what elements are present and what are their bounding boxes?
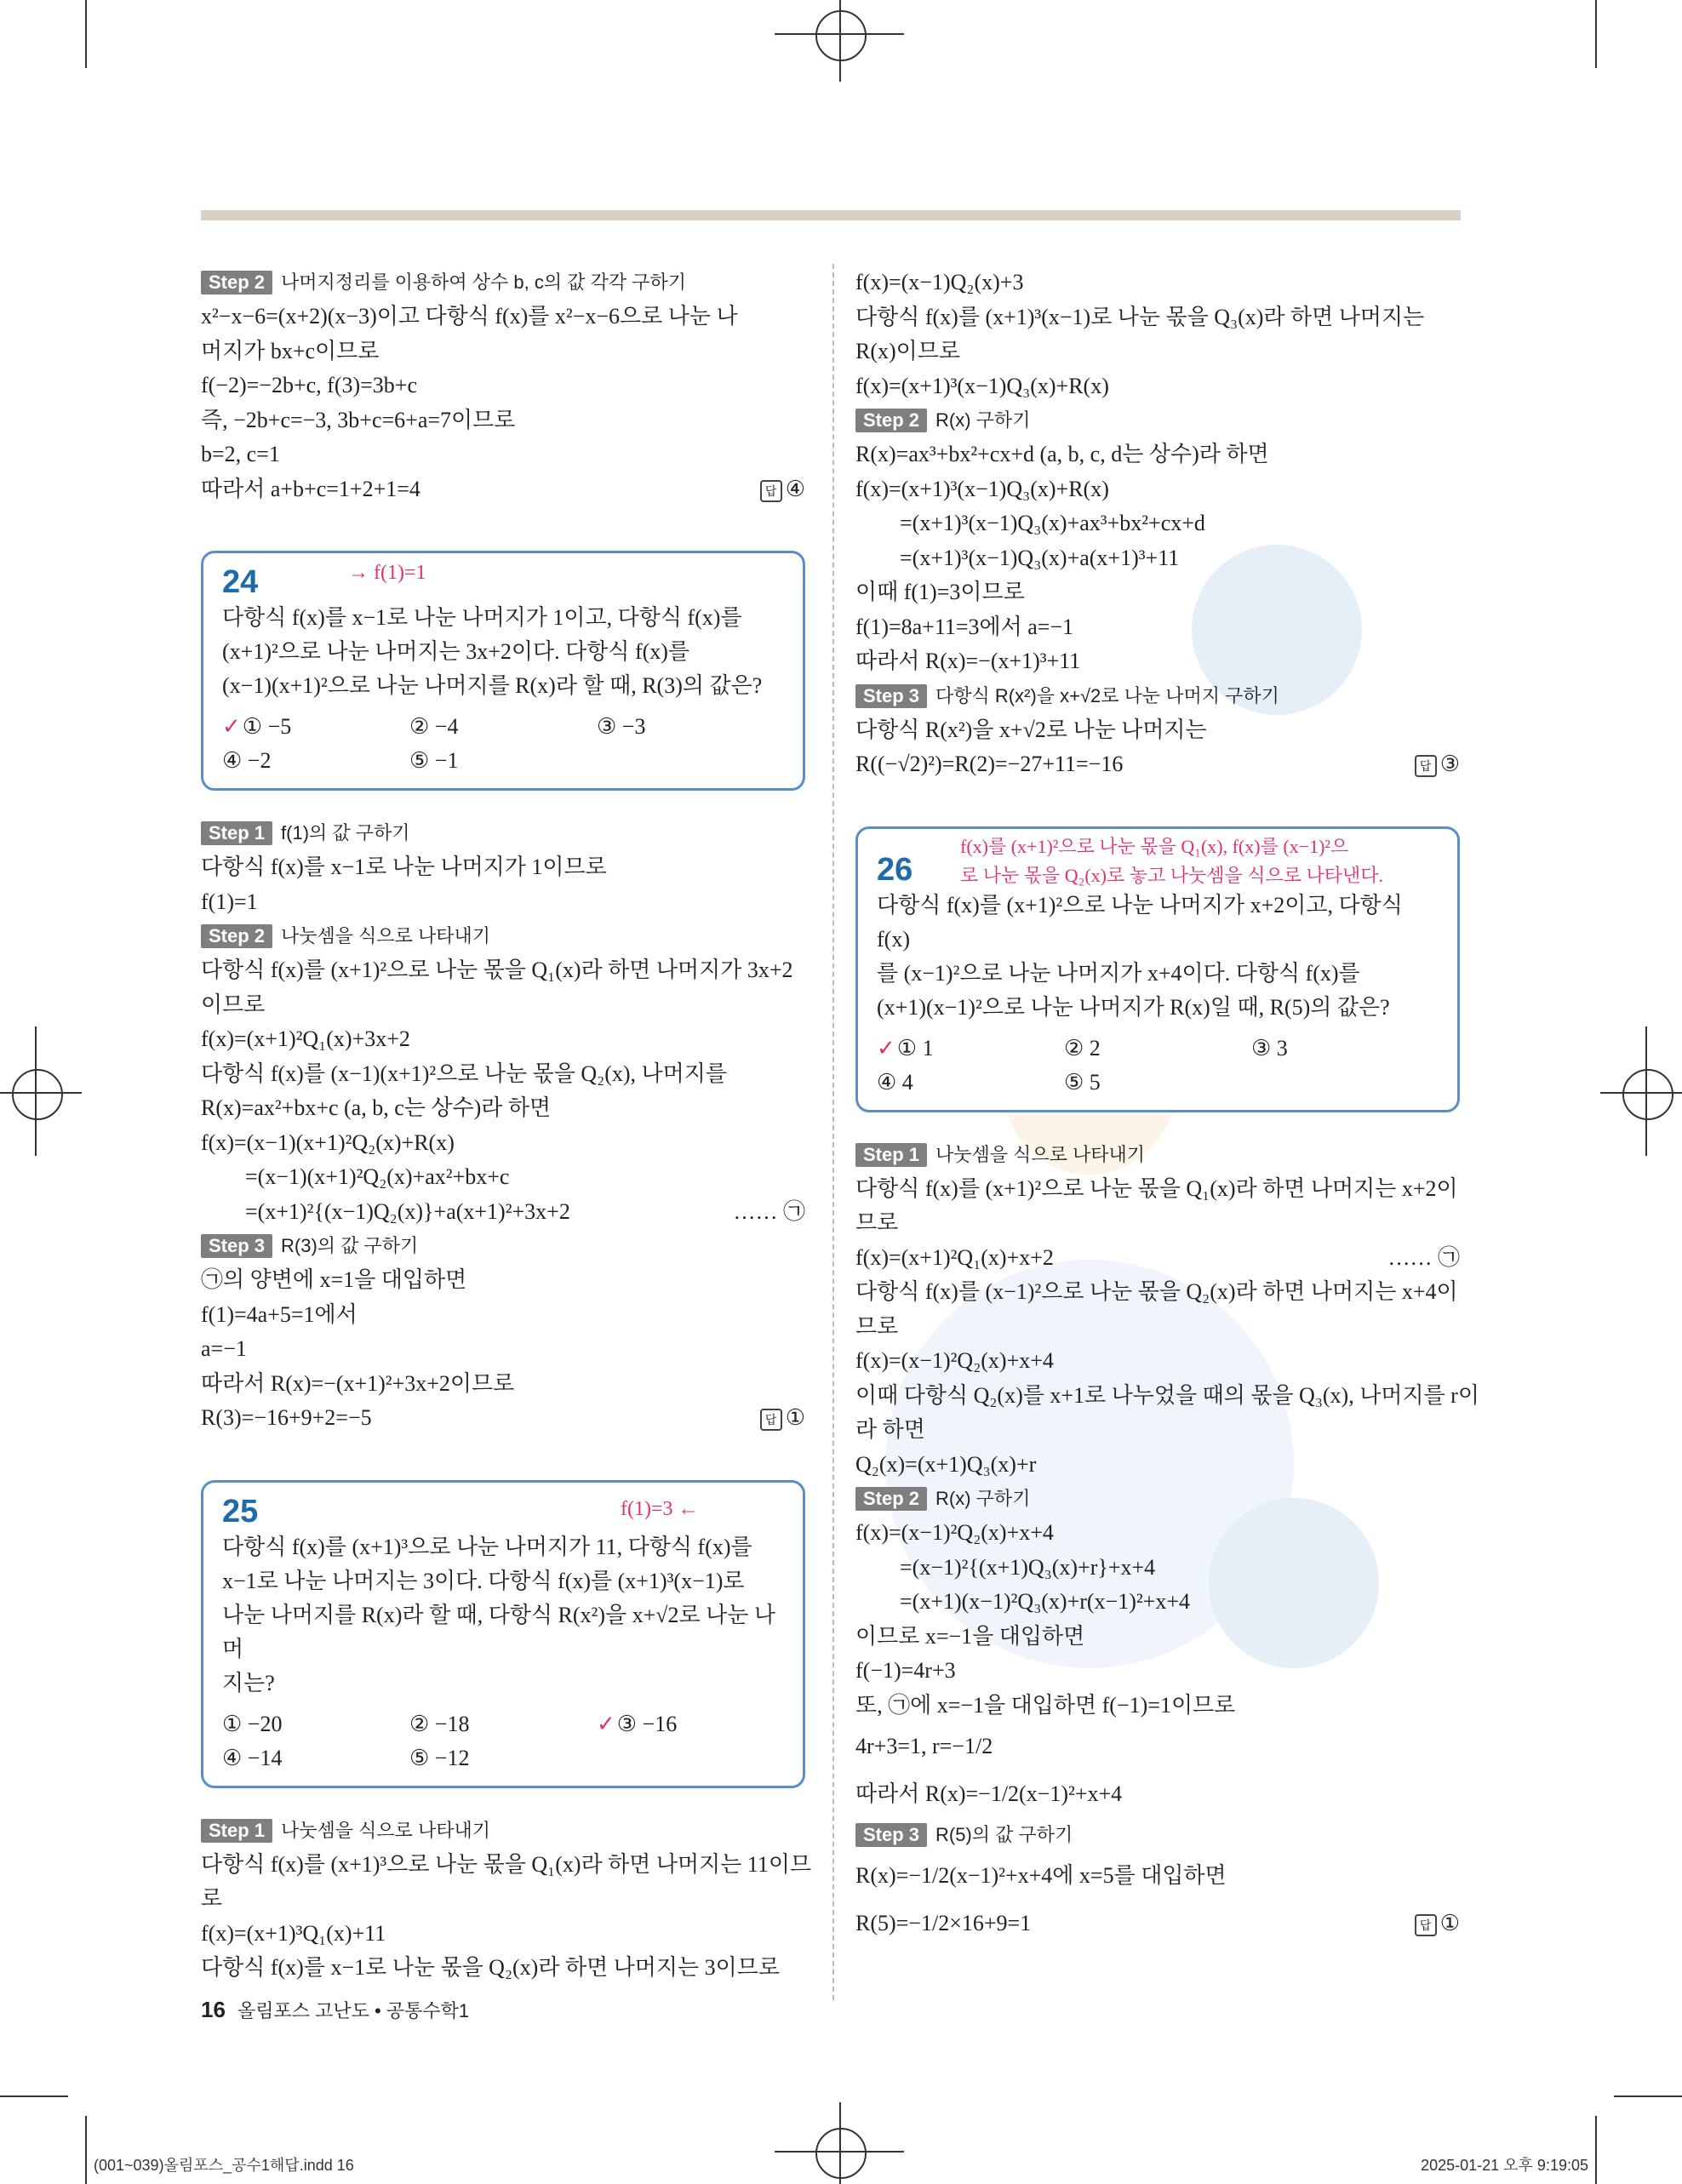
equation-tag: …… ㉠ [733,1198,805,1224]
line-text: 다항식 f(x)를 (x+1)²으로 나눈 몫을 Q₁(x)라 하면 나머지는 x+2이 [855,1175,1458,1201]
check-icon: ✓ [597,1711,615,1736]
line-text: 이므로 [201,992,266,1017]
choice-5[interactable] [1064,1066,1251,1100]
registration-line [35,1026,37,1156]
solution-line [201,1195,805,1230]
line-text: Q₂(x)=(x+1)Q₃(x)+r [855,1451,1037,1477]
solution-line [855,747,1460,782]
line-text: f(x)=(x+1)³(x−1)Q₃(x)+R(x) [855,373,1109,398]
step-heading [855,403,1460,437]
solution-line [855,334,1460,369]
answer-value: ① [1439,1911,1460,1935]
line-text: 라 하면 [855,1417,925,1442]
registration-mark [12,1069,63,1120]
line-text: =(x−1)²{(x+1)Q₃(x)+r}+x+4 [900,1554,1156,1580]
line-text: 다항식 f(x)를 (x−1)(x+1)²으로 나눈 몫을 Q₂(x), 나머지를 [201,1061,728,1086]
step-title: 다항식 R(x²)을 x+√2로 나눈 나머지 구하기 [935,684,1279,706]
choice-label: ④ −2 [222,748,272,773]
solution-line [855,1585,1460,1620]
line-text: f(1)=1 [201,889,258,914]
page-number: 16 [201,1997,226,2022]
registration-line [0,1092,82,1094]
problem-line: 다항식 f(x)를 x−1로 나눈 나머지가 1이고, 다항식 f(x)를 [222,605,742,630]
solution-line [855,1275,1460,1310]
problem-line: (x−1)(x+1)²으로 나눈 나머지를 R(x)라 할 때, R(3)의 값은? [222,673,763,698]
line-text: 이므로 x=−1을 대입하면 [855,1623,1085,1649]
solution-line [201,953,805,988]
problem-annotation: 로 나눈 몫을 Q₂(x)로 놓고 나눗셈을 식으로 나타낸다. [960,864,1383,886]
step-heading [201,1229,805,1263]
solution-line [855,1620,1460,1655]
answer-choices [877,1032,1439,1100]
step-heading [201,1814,805,1848]
choice-label: ② −4 [409,714,459,739]
solution-line [855,1241,1460,1276]
line-text: =(x+1)³(x−1)Q₃(x)+ax³+bx²+cx+d [900,511,1205,535]
solution-line [855,1516,1460,1551]
solution-line [855,1413,1460,1448]
line-text: f(1)=8a+11=3에서 a=−1 [855,614,1074,639]
line-text: 이때 다항식 Q₂(x)를 x+1로 나누었을 때의 몫을 Q₃(x), 나머지를 r이 [855,1382,1479,1408]
choice-label: ⑤ −12 [409,1745,470,1770]
step-heading [201,919,805,953]
line-text: x²−x−6=(x+2)(x−3)이고 다항식 f(x)를 x²−x−6으로 나눈 나 [201,304,738,329]
line-text: =(x−1)(x+1)²Q₂(x)+ax²+bx+c [245,1164,510,1189]
step-heading [855,1482,1460,1516]
step-tag: Step 1 [201,821,272,845]
solution-line [855,1344,1460,1379]
line-text: 다항식 f(x)를 x−1로 나눈 나머지가 1이므로 [201,855,607,879]
solution-line [201,1298,805,1333]
solution-line [201,403,805,438]
line-text: R(5)=−1/2×16+9=1 [855,1911,1032,1935]
registration-mark [1622,1069,1673,1120]
solution-line [201,1022,805,1057]
solution-line [201,334,805,369]
registration-line [1600,1092,1682,1094]
line-text: f(x)=(x−1)Q₂(x)+3 [855,270,1024,294]
line-text: f(x)=(x+1)²Q₁(x)+x+2 [855,1244,1054,1270]
step-heading [201,266,805,300]
line-text: 다항식 f(x)를 (x+1)²으로 나눈 몫을 Q₁(x)라 하면 나머지가 3x+2 [201,958,793,982]
solution-26 [855,1138,1479,1948]
crop-mark [1595,0,1597,68]
step-title: R(x) 구하기 [935,409,1031,431]
problem-line: 를 (x−1)²으로 나눈 나머지가 x+4이다. 다항식 f(x)를 [877,960,1360,986]
problem-annotation: f(1)=3 ← [621,1497,699,1520]
step-tag: Step 3 [201,1234,272,1258]
choice-3[interactable] [1251,1032,1439,1066]
problem-line: 다항식 f(x)를 (x+1)²으로 나눈 나머지가 x+2이고, 다항식 f(x) [877,892,1403,952]
step-title: f(1)의 값 구하기 [281,822,410,843]
choice-2[interactable] [409,1707,597,1741]
step-tag: Step 1 [855,1143,927,1167]
choice-5[interactable] [409,744,597,778]
line-text: R(3)=−16+9+2=−5 [201,1405,372,1430]
answer-badge: 답 [760,480,782,502]
solution-line [201,1091,805,1126]
answer-choices [222,710,784,778]
line-text: 로 [201,1886,223,1911]
line-text: f(−2)=−2b+c, f(3)=3b+c [201,373,418,397]
solution-line [855,472,1460,507]
choice-label: ① −5 [242,714,292,739]
check-icon: ✓ [877,1035,895,1061]
solution-line [855,1379,1479,1414]
solution-line [201,1367,805,1402]
line-text: 따라서 a+b+c=1+2+1=4 [201,476,420,501]
line-text: f(x)=(x+1)³Q₁(x)+11 [201,1920,386,1946]
problem-line: 나눈 나머지를 R(x)라 할 때, 다항식 R(x²)을 x+√2로 나눈 나머 [222,1602,776,1661]
left-column [201,266,812,1986]
solution-line [855,300,1460,335]
choice-label: ② −18 [409,1711,470,1736]
solution-25-cont [855,266,1460,782]
solution-line [855,506,1460,541]
step-title: 나눗셈을 식으로 나타내기 [281,1819,491,1841]
choice-1[interactable] [877,1032,1064,1066]
answer-badge: 답 [1415,755,1437,777]
step-heading [855,1818,1460,1852]
crop-mark [85,2116,87,2184]
choice-3[interactable] [597,1707,784,1741]
solution-line [201,1126,805,1161]
crop-mark [1595,2116,1597,2184]
step-title: R(3)의 값 구하기 [281,1235,419,1256]
solution-line [201,988,805,1023]
solution-line [201,1401,805,1436]
line-text: R((−√2)²)=R(2)=−27+11=−16 [855,752,1124,776]
problem-25-box [201,1480,805,1788]
line-text: =(x+1)(x−1)²Q₃(x)+r(x−1)²+x+4 [900,1589,1190,1614]
step-tag: Step 3 [855,684,927,708]
right-column [855,266,1479,1947]
problem-annotation: f(x)를 (x+1)²으로 나눈 몫을 Q₁(x), f(x)를 (x−1)²으 [960,835,1349,857]
solution-line [201,1848,812,1883]
solution-23-part [201,266,805,506]
solution-line [201,437,805,472]
step-title: R(x) 구하기 [935,1488,1031,1509]
choice-1[interactable] [222,1707,409,1741]
solution-line [855,1689,1460,1724]
step-title: 나눗셈을 식으로 나타내기 [281,925,491,946]
step-tag: Step 1 [201,1819,272,1843]
line-text: ㉠의 양변에 x=1을 대입하면 [201,1267,467,1292]
line-text: =(x+1)³(x−1)Q₃(x)+a(x+1)³+11 [900,545,1180,570]
problem-number: 26 [877,851,913,888]
problem-text [222,601,784,703]
solution-line [855,610,1460,645]
line-text: a=−1 [201,1336,247,1361]
step-tag: Step 2 [855,409,927,432]
step-tag: Step 2 [201,924,272,948]
line-text: 따라서 R(x)=−1/2(x−1)²+x+4 [855,1781,1123,1806]
solution-line [201,1882,805,1917]
solution-line [201,1057,805,1092]
choice-label: ③ −3 [597,714,646,739]
step-heading [855,679,1460,713]
solution-line [201,1917,805,1952]
line-text: 즉, −2b+c=−3, 3b+c=6+a=7이므로 [201,407,516,432]
solution-line [855,541,1460,576]
solution-line [201,1332,805,1367]
choice-label: ② 2 [1064,1035,1101,1061]
problem-text [877,889,1439,1025]
solution-line [201,1263,805,1298]
line-text: R(x)=ax³+bx²+cx+d (a, b, c, d는 상수)라 하면 [855,442,1269,466]
solution-24 [201,816,805,1436]
answer-badge: 답 [1415,1914,1437,1936]
solution-line [855,1448,1460,1483]
line-text: 또, ㉠에 x=−1을 대입하면 f(−1)=1이므로 [855,1692,1236,1718]
solution-line [855,713,1460,748]
line-text: 다항식 f(x)를 (x+1)³(x−1)로 나눈 몫을 Q₃(x)라 하면 나머지는 [855,304,1425,329]
choice-label: ③ 3 [1251,1035,1288,1061]
choice-2[interactable] [409,710,597,744]
choice-4[interactable] [222,1741,409,1775]
registration-line [1645,1026,1647,1156]
line-text: =(x+1)²{(x−1)Q₂(x)}+a(x+1)²+3x+2 [245,1198,570,1224]
registration-line [839,0,841,82]
problem-line: 지는? [222,1670,275,1695]
step-heading [855,1138,1460,1172]
slug-file: (001~039)올림포스_공수1해답.indd 16 [94,2157,354,2174]
problem-number: 25 [222,1493,259,1529]
solution-line [855,1723,1460,1770]
solution-line [201,885,805,920]
line-text: 따라서 R(x)=−(x+1)²+3x+2이므로 [201,1370,515,1396]
answer-value: ① [785,1405,805,1430]
line-text: R(x)=−1/2(x−1)²+x+4에 x=5를 대입하면 [855,1863,1227,1888]
line-text: f(x)=(x−1)²Q₂(x)+x+4 [855,1348,1054,1373]
line-text: 다항식 f(x)를 (x−1)²으로 나눈 몫을 Q₂(x)라 하면 나머지는 x+4이 [855,1279,1458,1304]
line-text: f(−1)=4r+3 [855,1658,956,1683]
answer-mark [1415,1900,1460,1947]
solution-line [201,369,805,403]
answer-value: ④ [785,476,805,501]
problem-number: 24 [222,564,259,600]
registration-mark [815,10,867,61]
solution-line [855,369,1460,404]
choice-label: ① 1 [896,1035,934,1061]
problem-annotation: → f(1)=1 [348,562,426,584]
choice-5[interactable] [409,1741,597,1775]
line-text: 다항식 f(x)를 x−1로 나눈 몫을 Q₂(x)라 하면 나머지는 3이므로 [201,1955,780,1980]
line-text: R(x)=ax²+bx+c (a, b, c는 상수)라 하면 [201,1095,552,1120]
solution-line [855,1206,1460,1241]
line-text: 따라서 R(x)=−(x+1)³+11 [855,649,1081,673]
solution-25-part [201,1814,812,1986]
line-text: f(x)=(x+1)³(x−1)Q₃(x)+R(x) [855,476,1109,501]
step-title: 나머지정리를 이용하여 상수 b, c의 값 각각 구하기 [281,272,686,293]
problem-line: x−1로 나눈 나머지는 3이다. 다항식 f(x)를 (x+1)³(x−1)로 [222,1568,745,1593]
choice-3[interactable] [597,710,784,744]
solution-line [855,575,1460,610]
solution-line [855,437,1460,472]
solution-line [201,472,805,507]
choice-label: ⑤ 5 [1064,1069,1101,1095]
line-text: 머지가 bx+c이므로 [201,338,380,363]
equation-tag: …… ㉠ [1387,1244,1460,1270]
problem-24-box [201,551,805,791]
choice-label: ④ −14 [222,1745,283,1770]
problem-text [222,1530,784,1701]
answer-badge: 답 [760,1409,782,1431]
answer-mark [760,1401,805,1436]
line-text: 므로 [855,1313,899,1339]
choice-4[interactable] [222,744,409,778]
choice-label: ① −20 [222,1711,283,1736]
solution-line [855,1770,1460,1818]
line-text: f(x)=(x−1)(x+1)²Q₂(x)+R(x) [201,1129,455,1155]
choice-2[interactable] [1064,1032,1251,1066]
line-text: f(x)=(x+1)²Q₁(x)+3x+2 [201,1026,410,1051]
check-icon: ✓ [222,714,241,739]
line-text: b=2, c=1 [201,442,280,466]
answer-mark [760,472,805,507]
line-text: f(1)=4a+5=1에서 [201,1301,358,1327]
choice-4[interactable] [877,1066,1064,1100]
line-text: 4r+3=1, r=−1/2 [855,1734,993,1758]
solution-line [855,1551,1460,1586]
solution-line [855,644,1460,679]
slug-date: 2025-01-21 오후 9:19:05 [1421,2157,1588,2174]
solution-line [855,1310,1460,1345]
line-text: 므로 [855,1210,899,1235]
step-title: R(5)의 값 구하기 [935,1824,1073,1845]
column-divider [832,264,834,2000]
line-text: 이때 f(1)=3이므로 [855,580,1025,604]
solution-line [855,1172,1460,1207]
registration-mark [815,2128,867,2179]
line-text: 다항식 R(x²)을 x+√2로 나눈 나머지는 [855,717,1207,742]
crop-mark [1614,2095,1682,2097]
choice-label: ④ 4 [877,1069,913,1095]
line-text: R(x)이므로 [855,339,961,363]
problem-line: (x+1)²으로 나눈 나머지는 3x+2이다. 다항식 f(x)를 [222,639,690,664]
solution-line [855,1900,1460,1947]
top-bar [201,210,1461,220]
solution-line [201,850,805,885]
line-text: 다항식 f(x)를 (x+1)³으로 나눈 몫을 Q₁(x)라 하면 나머지는 11이므 [201,1851,812,1877]
solution-line [201,1951,805,1986]
solution-line [201,1160,805,1195]
solution-line [855,1654,1460,1689]
crop-mark [0,2095,68,2097]
crop-mark [85,0,87,68]
step-tag: Step 3 [855,1823,927,1847]
choice-1[interactable] [222,710,409,744]
page-footer [201,1997,469,2023]
problem-line: (x+1)(x−1)²으로 나눈 나머지가 R(x)일 때, R(5)의 값은? [877,994,1390,1020]
book-title: 올림포스 고난도 • 공통수학1 [237,2000,470,2021]
answer-mark [1415,747,1460,782]
line-text: f(x)=(x−1)²Q₂(x)+x+4 [855,1520,1054,1545]
step-tag: Step 2 [201,271,272,294]
step-title: 나눗셈을 식으로 나타내기 [935,1143,1146,1165]
solution-line [855,1852,1460,1900]
solution-line [201,300,805,334]
step-heading [201,816,805,850]
solution-line [855,266,1460,300]
step-tag: Step 2 [855,1487,927,1511]
choice-label: ③ −16 [616,1711,678,1736]
registration-line [839,2102,841,2184]
answer-value: ③ [1439,752,1460,776]
answer-choices [222,1707,784,1775]
problem-line: 다항식 f(x)를 (x+1)³으로 나눈 나머지가 11, 다항식 f(x)를 [222,1534,752,1559]
choice-label: ⑤ −1 [409,748,459,773]
problem-26-box [855,826,1460,1112]
